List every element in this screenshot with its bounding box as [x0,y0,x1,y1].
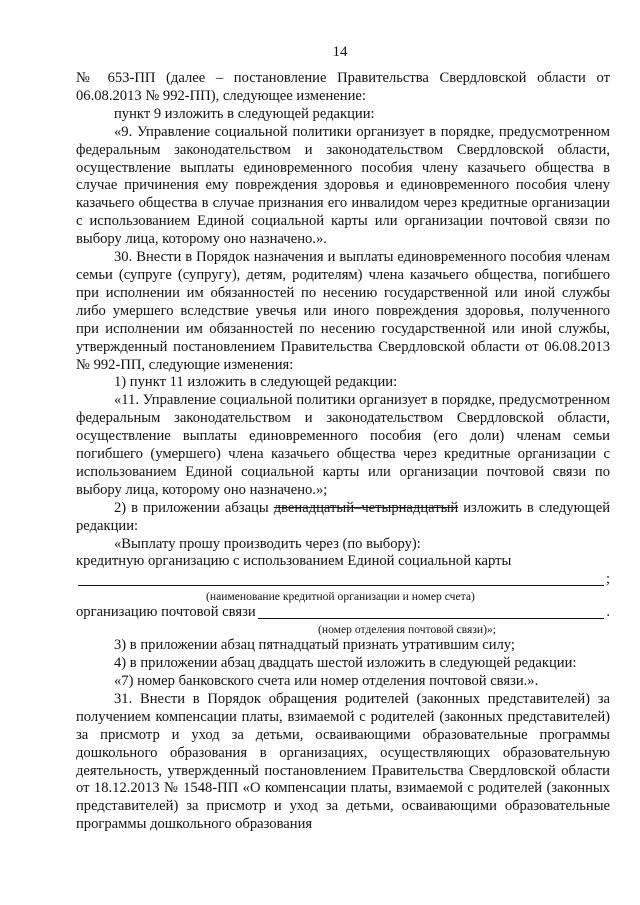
form-line-request: «Выплату прошу производить через (по выбору): [114,535,421,552]
document-body [76,70,610,834]
form-line-credit-org: кредитную организацию с использованием Единой социальной карты [76,553,512,570]
form-fill-line-credit: ; [76,571,610,589]
paragraph-item-9-heading: пункт 9 изложить в следующей редакции: [114,105,375,122]
paragraph-item-11-text: «11. Управление социальной политики организует в порядке, предусмотренном федеральным законодательством и законодательством Свердловской области, осуществление выплаты единовременного пособия (его доли) членам семьи погибшего (умершего) члена казачьего общества через кредитные организации с использованием Единой социальной карты или организации почтовой связи по выбору лица, которому оно назначено.»; [76,392,610,498]
struck-text: двенадцатый–четырнадцатый [273,499,459,516]
paragraph-30: 30. Внести в Порядок назначения и выплаты единовременного пособия членам семьи (супруге (супругу), детям, родителям) члена казачьего общества, погибшего при исполнении им обязанностей по несению государственной или иной службы либо умершего вследствие увечья или иного повреждения здоровья, полученного при исполнении им обязанностей по несению государственной или иной службы, утвержденный постановлением Правительства Свердловской области от 06.08.2013 № 992-ПП, следующие изменения: [76,249,610,373]
page-number: 14 [332,44,348,60]
paragraph-item-7-text: «7) номер банковского счета или номер отделения почтовой связи.». [114,673,539,689]
paragraph-item-9-text: «9. Управление социальной политики организует в порядке, предусмотренном федеральным законодательством и законодательством Свердловской области, осуществление выплаты единовременного пособия члену казачьего общества в случае причинения ему повреждения здоровья и единовременного пособия члену казачьего общества в случае признания его инвалидом через кредитные организации с использованием Единой социальной карты или организации почтовой связи по выбору лица, которому оно назначено.». [76,123,610,248]
paragraph-30-item-3: 3) в приложении абзац пятнадцатый признать утратившим силу; [114,637,515,654]
paragraph-31: 31. Внести в Порядок обращения родителей (законных представителей) за получением компенсации платы, взимаемой с родителей (законных представителей) за присмотр и уход за детьми, осваивающими образовательные программы дошкольного образования в организациях, осуществляющих образовательную деятельность, утвержденный постановлением Правительства Свердловской области от 18.12.2013 № 1548-ПП «О компенсации платы, взимаемой с родителей (законных представителей) за присмотр и уход за детьми, осваивающими образовательные программы дошкольного образования [76,690,610,833]
paragraph-30-item-2: 2) в приложении абзацы двенадцатый–четырнадцатый изложить в следующей редакции: [76,499,611,534]
paragraph-30-item-1: 1) пункт 11 изложить в следующей редакции: [114,374,398,391]
paragraph-intro: № 653-ПП (далее – постановление Правительства Свердловской области от 06.08.2013 № 992-ПП), следующее изменение: [76,70,610,104]
blank-line [258,606,605,619]
paragraph-30-item-4: 4) в приложении абзац двадцать шестой изложить в следующей редакции: [114,655,577,672]
form-line-post-office: организацию почтовой связи . [76,604,610,621]
caption-credit-org: (наименование кредитной организации и номер счета) [206,590,475,604]
blank-line [78,573,604,586]
caption-post-office: (номер отделения почтовой связи)»; [318,623,496,637]
